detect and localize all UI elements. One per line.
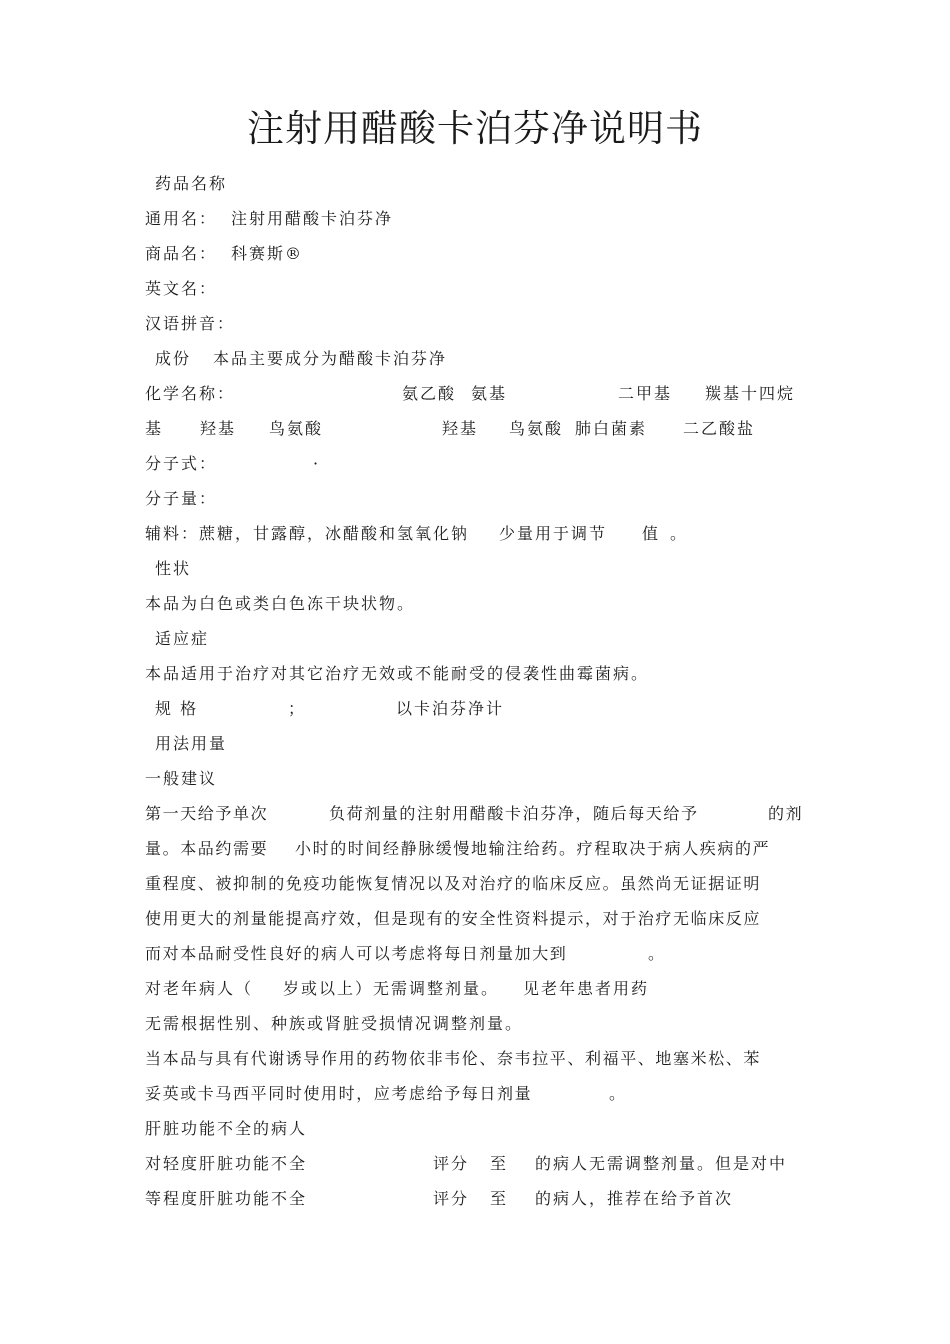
excipients-text: 辅料：蔗糖，甘露醇，冰醋酸和氢氧化钠	[145, 524, 470, 543]
general-advice-heading: 一般建议	[145, 769, 218, 788]
pinyin-label: 汉语拼音：	[145, 314, 236, 333]
chemical-fragment: 氨基	[471, 384, 508, 403]
character-heading: 性状	[155, 559, 192, 578]
generic-name-value: 注射用醋酸卡泊芬净	[231, 209, 394, 228]
chemical-fragment: 羰基十四烷	[705, 384, 796, 403]
paragraph-text: 第一天给予单次	[145, 804, 269, 823]
paragraph-text: 岁或以上）无需调整剂量。	[283, 979, 500, 998]
molecular-weight-label: 分子量：	[145, 489, 218, 508]
formula-label: 分子式：	[145, 454, 218, 473]
chemical-fragment: 二甲基	[618, 384, 673, 403]
chemical-name-label: 化学名称：	[145, 384, 236, 403]
specification-heading: 规 格	[155, 699, 199, 718]
excipients-text: 少量用于调节	[499, 524, 608, 543]
paragraph-text: 至	[490, 1154, 509, 1173]
paragraph-text: 。	[609, 1084, 627, 1103]
specification-separator: ；	[288, 699, 307, 718]
paragraph-text: 对轻度肝脏功能不全	[145, 1154, 308, 1173]
trade-name-label: 商品名：	[145, 244, 218, 263]
chemical-fragment: 鸟氨酸	[509, 419, 564, 438]
composition-value: 本品主要成分为醋酸卡泊芬净	[213, 349, 448, 368]
paragraph-text: 评分	[433, 1189, 470, 1208]
chemical-fragment: 氨乙酸	[402, 384, 457, 403]
chemical-fragment: 肺白菌素	[575, 419, 648, 438]
paragraph-text: 的病人，推荐在给予首次	[535, 1189, 734, 1208]
paragraph-text: 评分	[433, 1154, 470, 1173]
indication-text: 本品适用于治疗对其它治疗无效或不能耐受的侵袭性曲霉菌病。	[145, 664, 650, 683]
drug-name-heading: 药品名称	[155, 174, 228, 193]
composition-heading: 成份	[155, 349, 192, 368]
inducer-paragraph-line: 当本品与具有代谢诱导作用的药物依非韦伦、奈韦拉平、利福平、地塞米松、苯	[145, 1049, 762, 1068]
paragraph-text: 至	[490, 1189, 509, 1208]
paragraph-text: 小时的时间经静脉缓慢地输注给药。疗程取决于病人疾病的严	[295, 839, 771, 858]
chemical-fragment: 羟基	[200, 419, 237, 438]
specification-value: 以卡泊芬净计	[396, 699, 505, 718]
paragraph-text: 。	[648, 944, 666, 963]
english-name-label: 英文名：	[145, 279, 218, 298]
chemical-fragment: 基	[145, 419, 164, 438]
paragraph-text: 的剂	[768, 804, 804, 823]
dosage-paragraph-line: 重程度、被抑制的免疫功能恢复情况以及对治疗的临床反应。虽然尚无证据证明	[145, 874, 762, 893]
paragraph-text: 而对本品耐受性良好的病人可以考虑将每日剂量加大到	[145, 944, 568, 963]
usage-heading: 用法用量	[155, 734, 228, 753]
chemical-fragment: 二乙酸盐	[683, 419, 756, 438]
paragraph-text: 等程度肝脏功能不全	[145, 1189, 308, 1208]
paragraph-text: 对老年病人（	[145, 979, 254, 998]
document-title: 注射用醋酸卡泊芬净说明书	[247, 107, 703, 150]
gender-race-text: 无需根据性别、种族或肾脏受损情况调整剂量。	[145, 1014, 524, 1033]
trade-name-value: 科赛斯®	[231, 244, 304, 263]
formula-dot: ·	[313, 454, 321, 473]
paragraph-text: 妥英或卡马西平同时使用时，应考虑给予每日剂量	[145, 1084, 533, 1103]
paragraph-text: 负荷剂量的注射用醋酸卡泊芬净，随后每天给予	[329, 804, 699, 823]
chemical-fragment: 羟基	[442, 419, 479, 438]
character-text: 本品为白色或类白色冻干块状物。	[145, 594, 416, 613]
chemical-fragment: 鸟氨酸	[269, 419, 324, 438]
excipients-text: 值	[642, 524, 661, 543]
paragraph-text: 的病人无需调整剂量。但是对中	[535, 1154, 788, 1173]
excipients-text: 。	[670, 524, 689, 543]
generic-name-label: 通用名：	[145, 209, 218, 228]
paragraph-text: 见老年患者用药	[523, 979, 650, 998]
dosage-paragraph-line: 使用更大的剂量能提高疗效，但是现有的安全性资料提示，对于治疗无临床反应	[145, 909, 762, 928]
indication-heading: 适应症	[155, 629, 210, 648]
hepatic-heading: 肝脏功能不全的病人	[145, 1119, 308, 1138]
paragraph-text: 量。本品约需要	[145, 839, 269, 858]
